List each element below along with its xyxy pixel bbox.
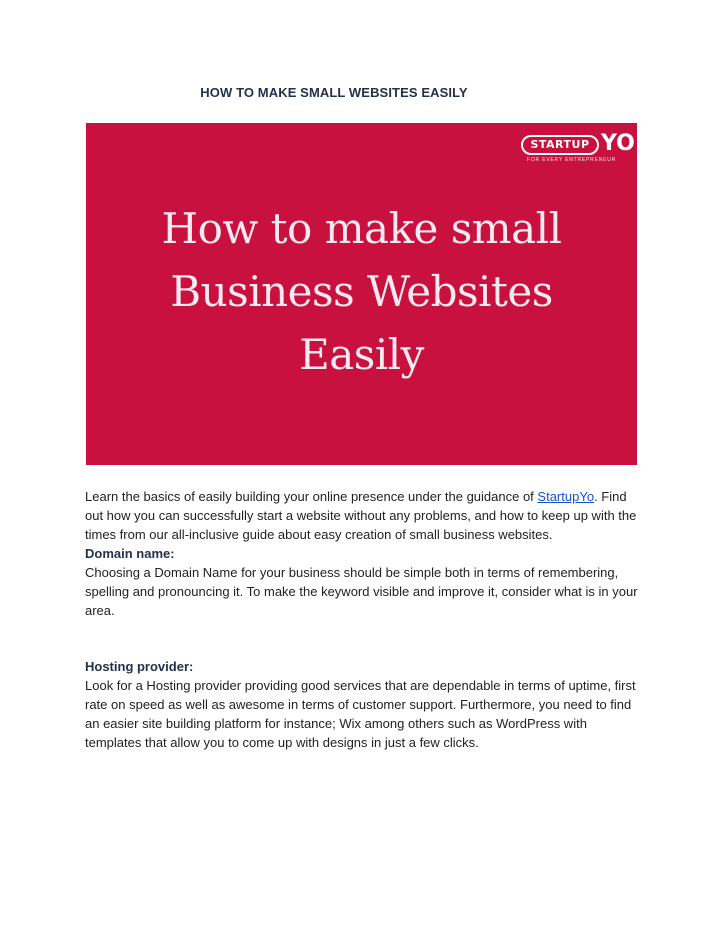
logo-wordmark: STARTUP [521, 135, 599, 155]
article-body [85, 487, 645, 752]
section-hosting-provider [85, 657, 645, 752]
hero-banner-image [86, 123, 637, 465]
section-heading: Domain name: [85, 546, 175, 561]
banner-headline-line: How to make small [161, 204, 562, 253]
page-title: HOW TO MAKE SMALL WEBSITES EASILY [200, 85, 468, 100]
banner-headline-line: Easily [299, 330, 424, 379]
intro-text-after: . Find out how you can successfully start a website without any problems, and how to keep up with the times from our all-inclusive guide about easy creation of small business websites. [85, 489, 637, 542]
startupyo-link[interactable]: StartupYo [537, 489, 595, 504]
section-domain-name [85, 544, 645, 620]
banner-headline-line: Business Websites [170, 267, 553, 316]
intro-paragraph [85, 487, 645, 544]
intro-text-before: Learn the basics of easily building your online presence under the guidance of [85, 489, 538, 504]
startupyo-logo [521, 129, 635, 165]
banner-headline [86, 197, 637, 386]
section-heading: Hosting provider: [85, 659, 194, 674]
section-body: Choosing a Domain Name for your business should be simple both in terms of remembering, spelling and pronouncing it. To make the keyword visible and improve it, consider what is in your area. [85, 565, 638, 618]
section-body: Look for a Hosting provider providing good services that are dependable in terms of uptime, first rate on speed as well as awesome in terms of customer support. Furthermore, you need to find an easier site building platform for instance; Wix among others such as WordPress with templates that allow you to come up with designs in just a few clicks. [85, 678, 636, 750]
logo-yo-mark: YO [601, 131, 635, 156]
logo-tagline: FOR EVERY ENTREPRENEUR [527, 157, 617, 163]
